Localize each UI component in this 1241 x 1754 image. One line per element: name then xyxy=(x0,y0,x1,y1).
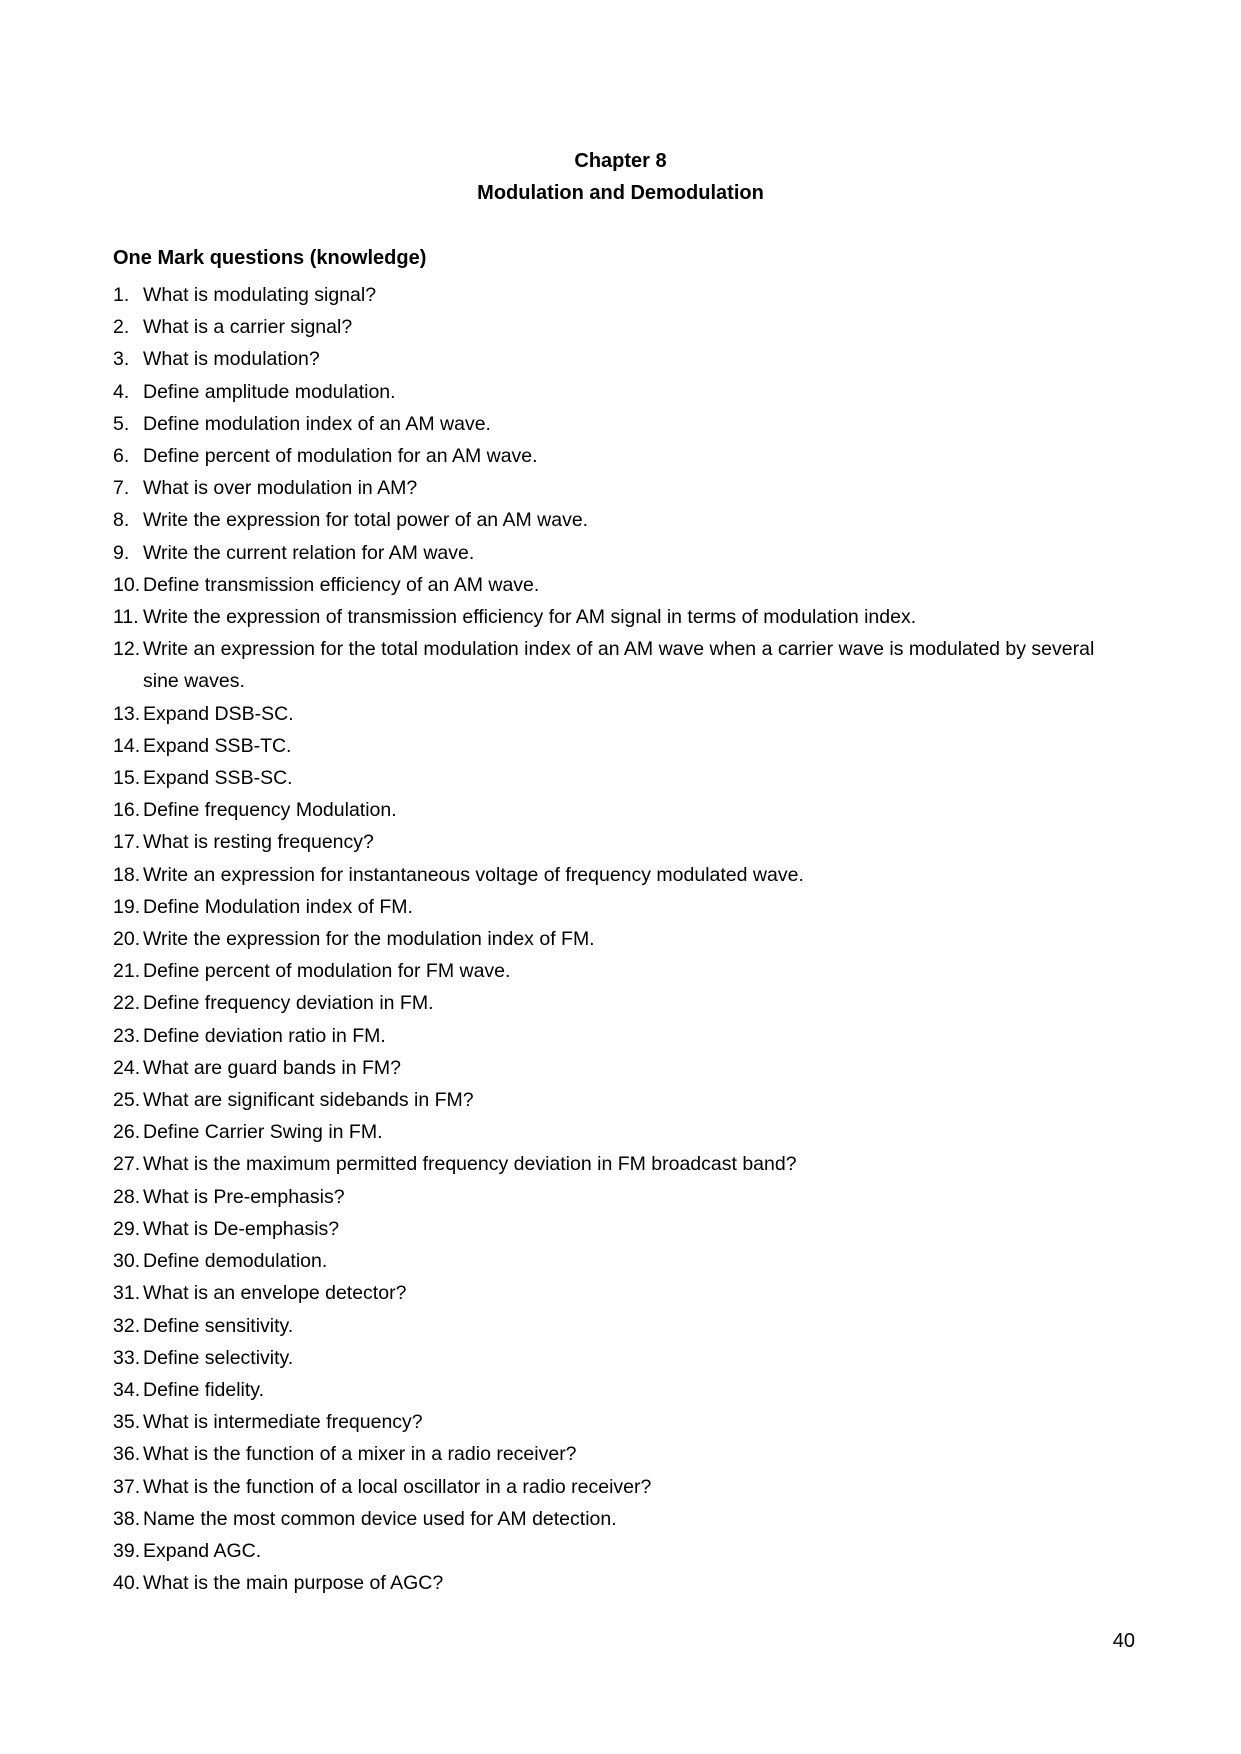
chapter-label: Chapter 8 xyxy=(574,150,667,172)
question-number: 2. xyxy=(113,316,130,339)
question-number: 12. xyxy=(113,638,141,661)
question-text: Expand DSB-SC. xyxy=(143,702,294,725)
question-number: 26. xyxy=(113,1121,141,1144)
question-text: What is the maximum permitted frequency deviation in FM broadcast band? xyxy=(143,1153,797,1176)
question-item xyxy=(113,1148,1133,1180)
question-item xyxy=(113,698,1133,730)
question-text: What is a carrier signal? xyxy=(143,316,353,339)
question-number: 15. xyxy=(113,767,141,790)
question-item xyxy=(113,1245,1133,1277)
question-number: 9. xyxy=(113,541,130,564)
question-item xyxy=(113,1535,1133,1567)
question-item xyxy=(113,859,1133,891)
question-number: 7. xyxy=(113,477,130,500)
question-text: What is the function of a local oscillator in a radio receiver? xyxy=(143,1475,652,1498)
question-item xyxy=(113,343,1133,375)
question-item xyxy=(113,987,1133,1019)
question-item xyxy=(113,1342,1133,1374)
question-item xyxy=(113,955,1133,987)
question-text: Define percent of modulation for an AM wave. xyxy=(143,445,538,468)
question-number: 30. xyxy=(113,1250,141,1273)
question-text: Define selectivity. xyxy=(143,1346,294,1369)
question-text: Define frequency deviation in FM. xyxy=(143,992,434,1015)
question-item xyxy=(113,1503,1133,1535)
question-item xyxy=(113,311,1133,343)
question-item xyxy=(113,440,1133,472)
question-text: Define Modulation index of FM. xyxy=(143,895,413,918)
question-item xyxy=(113,504,1133,536)
question-text: Write the expression for total power of an AM wave. xyxy=(143,509,589,532)
question-text: Expand SSB-TC. xyxy=(143,734,292,757)
question-item xyxy=(113,408,1133,440)
question-item xyxy=(113,1471,1133,1503)
question-number: 40. xyxy=(113,1572,141,1595)
question-number: 10. xyxy=(113,573,141,596)
question-text: What are significant sidebands in FM? xyxy=(143,1089,474,1112)
question-text: Write an expression for instantaneous voltage of frequency modulated wave. xyxy=(143,863,804,886)
question-item xyxy=(113,1116,1133,1148)
question-number: 17. xyxy=(113,831,141,854)
question-item xyxy=(113,794,1133,826)
question-number: 16. xyxy=(113,799,141,822)
question-number: 23. xyxy=(113,1024,141,1047)
question-text: Define frequency Modulation. xyxy=(143,799,397,822)
question-text: Define amplitude modulation. xyxy=(143,380,396,403)
question-number: 33. xyxy=(113,1346,141,1369)
question-number: 13. xyxy=(113,702,141,725)
question-text: Write the expression for the modulation index of FM. xyxy=(143,928,595,951)
question-number: 36. xyxy=(113,1443,141,1466)
question-item xyxy=(113,1020,1133,1052)
question-item xyxy=(113,472,1133,504)
question-number: 24. xyxy=(113,1056,141,1079)
question-item xyxy=(113,1181,1133,1213)
question-number: 19. xyxy=(113,895,141,918)
question-item xyxy=(113,826,1133,858)
question-text: What is resting frequency? xyxy=(143,831,374,854)
question-item xyxy=(113,1084,1133,1116)
question-text: What is the function of a mixer in a radio receiver? xyxy=(143,1443,577,1466)
question-text: Define deviation ratio in FM. xyxy=(143,1024,386,1047)
question-text: Write the current relation for AM wave. xyxy=(143,541,475,564)
question-item xyxy=(113,1438,1133,1470)
question-list xyxy=(113,279,1133,1599)
question-number: 4. xyxy=(113,380,130,403)
question-number: 20. xyxy=(113,928,141,951)
question-number: 39. xyxy=(113,1539,141,1562)
question-item xyxy=(113,1406,1133,1438)
question-number: 29. xyxy=(113,1217,141,1240)
question-text: What is over modulation in AM? xyxy=(143,477,418,500)
page-number: 40 xyxy=(1112,1630,1135,1652)
question-text: Expand AGC. xyxy=(143,1539,262,1562)
question-item xyxy=(113,376,1133,408)
question-number: 1. xyxy=(113,284,130,306)
question-number: 11. xyxy=(113,606,139,629)
question-number: 37. xyxy=(113,1475,141,1498)
question-number: 5. xyxy=(113,412,130,435)
question-text: What is modulation? xyxy=(143,348,320,371)
question-item xyxy=(113,762,1133,794)
question-text: Write the expression of transmission efficiency for AM signal in terms of modulation index. xyxy=(143,606,917,629)
question-number: 31. xyxy=(113,1282,141,1305)
question-item xyxy=(113,537,1133,569)
question-text: What is an envelope detector? xyxy=(143,1282,407,1305)
question-number: 32. xyxy=(113,1314,141,1337)
question-number: 3. xyxy=(113,348,130,371)
section-heading: One Mark questions (knowledge) xyxy=(113,247,427,269)
question-number: 22. xyxy=(113,992,141,1015)
question-text: What is Pre-emphasis? xyxy=(143,1185,345,1208)
question-text: What is modulating signal? xyxy=(143,284,377,306)
question-item xyxy=(113,569,1133,601)
question-number: 38. xyxy=(113,1507,141,1530)
question-text: Define fidelity. xyxy=(143,1378,265,1401)
question-item xyxy=(113,1277,1133,1309)
question-text: Define modulation index of an AM wave. xyxy=(143,412,491,435)
question-text: What is the main purpose of AGC? xyxy=(143,1572,444,1595)
question-item xyxy=(113,1310,1133,1342)
question-text: What are guard bands in FM? xyxy=(143,1056,401,1079)
question-number: 8. xyxy=(113,509,130,532)
question-text: Write an expression for the total modulation index of an AM wave when a carrier wave is modulated by several sine waves. xyxy=(143,638,1095,693)
question-number: 25. xyxy=(113,1089,141,1112)
question-number: 6. xyxy=(113,445,130,468)
question-number: 34. xyxy=(113,1378,141,1401)
question-text: Name the most common device used for AM detection. xyxy=(143,1507,617,1530)
question-item xyxy=(113,1052,1133,1084)
question-item xyxy=(113,730,1133,762)
question-text: Define Carrier Swing in FM. xyxy=(143,1121,383,1144)
question-text: Define transmission efficiency of an AM wave. xyxy=(143,573,540,596)
chapter-title: Modulation and Demodulation xyxy=(477,182,764,204)
question-text: Define sensitivity. xyxy=(143,1314,294,1337)
question-number: 21. xyxy=(113,960,141,983)
question-item xyxy=(113,601,1133,633)
question-text: Expand SSB-SC. xyxy=(143,767,293,790)
question-item xyxy=(113,1374,1133,1406)
question-number: 27. xyxy=(113,1153,141,1176)
question-number: 14. xyxy=(113,734,141,757)
question-item xyxy=(113,1567,1133,1599)
question-item xyxy=(113,1213,1133,1245)
question-number: 35. xyxy=(113,1411,141,1434)
question-item xyxy=(113,923,1133,955)
question-text: Define percent of modulation for FM wave. xyxy=(143,960,511,983)
question-text: What is intermediate frequency? xyxy=(143,1411,423,1434)
question-text: Define demodulation. xyxy=(143,1250,328,1273)
question-number: 28. xyxy=(113,1185,141,1208)
question-item xyxy=(113,633,1133,697)
question-item xyxy=(113,279,1133,311)
question-text: What is De-emphasis? xyxy=(143,1217,340,1240)
question-number: 18. xyxy=(113,863,141,886)
question-item xyxy=(113,891,1133,923)
